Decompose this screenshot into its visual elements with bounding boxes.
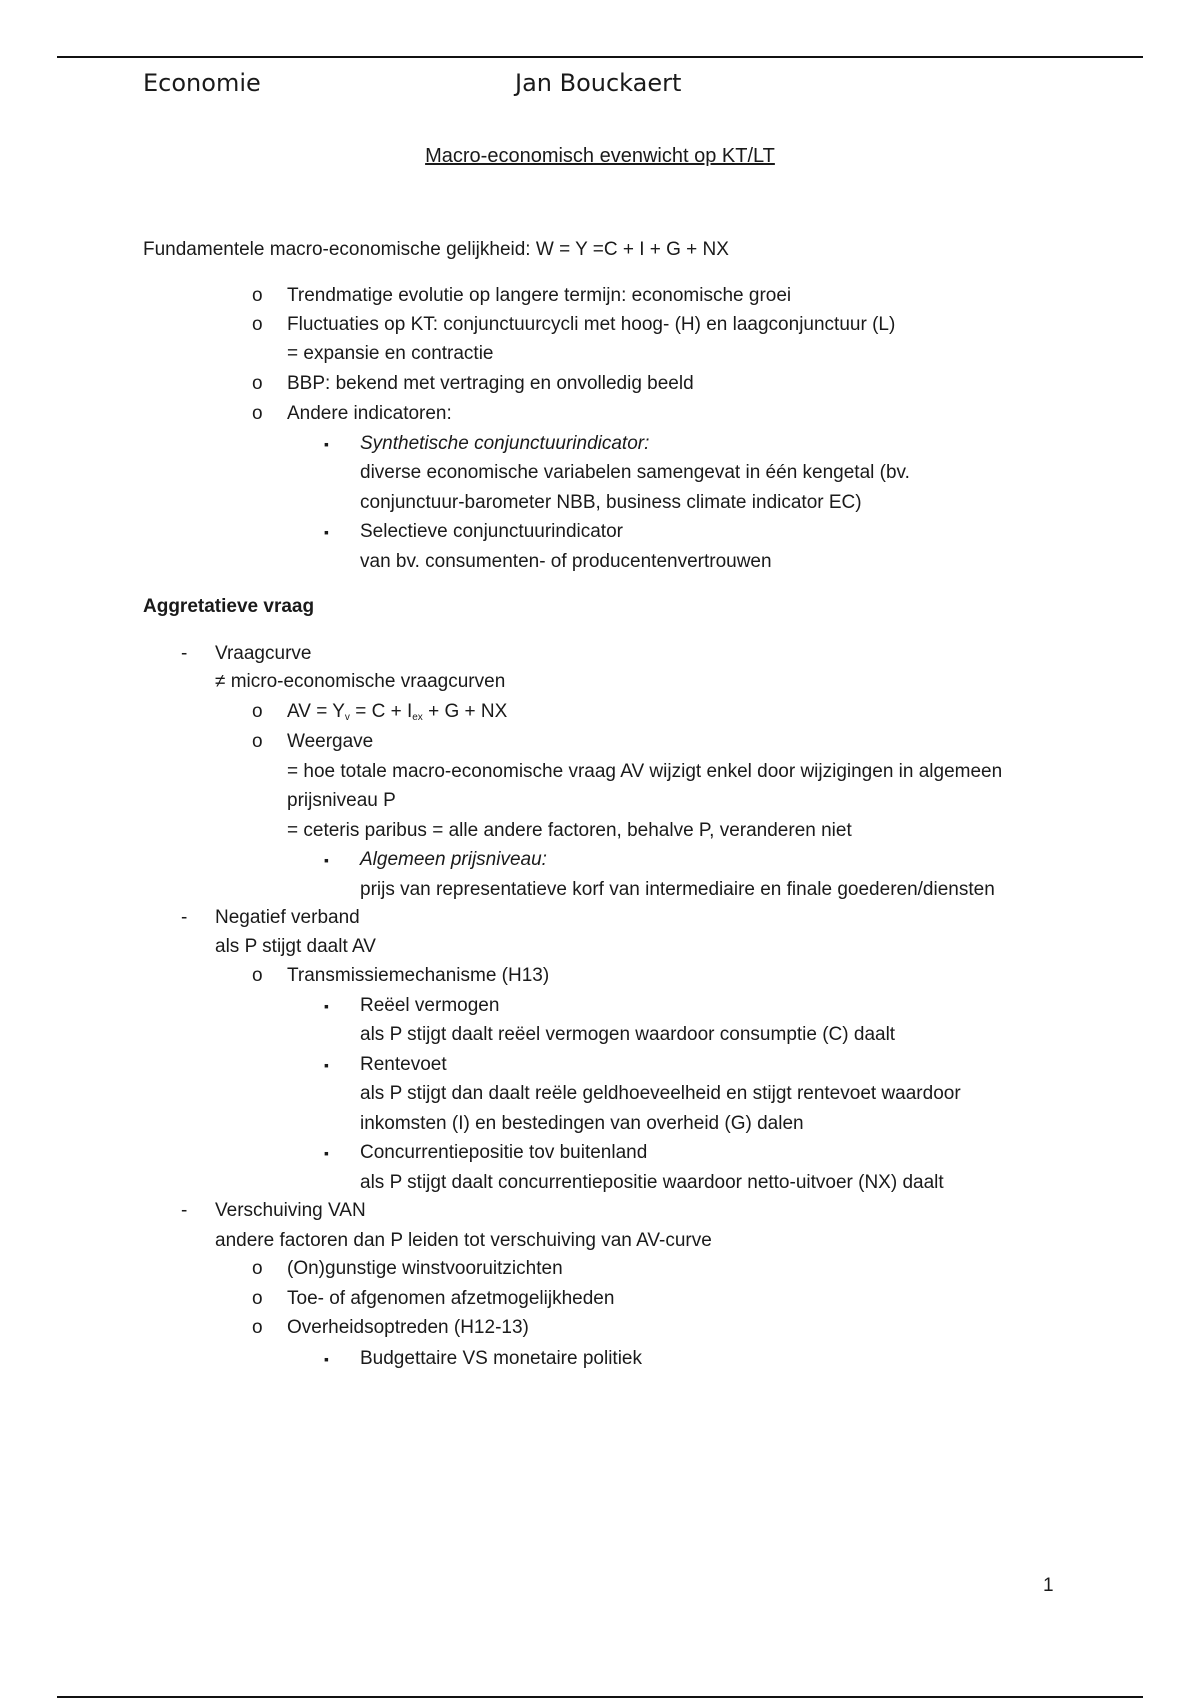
list-item: Trendmatige evolutie op langere termijn: economische groei [287, 285, 792, 306]
bullet-marker: ▪ [324, 998, 329, 1014]
list-item: Concurrentiepositie tov buitenland [360, 1142, 648, 1163]
formula-part: AV = Y [287, 701, 345, 722]
bullet-marker: o [252, 403, 263, 424]
bullet-marker: ▪ [324, 436, 329, 452]
list-item: (On)gunstige winstvooruitzichten [287, 1258, 563, 1279]
formula [287, 698, 507, 732]
bullet-marker: o [252, 701, 263, 722]
intro-equation: Fundamentele macro-economische gelijkheid: W = Y =C + I + G + NX [143, 239, 729, 260]
list-item-continuation: van bv. consumenten- of producentenvertrouwen [360, 551, 772, 572]
list-item-continuation: als P stijgt daalt reëel vermogen waardoor consumptie (C) daalt [360, 1024, 896, 1045]
bullet-marker: - [181, 907, 188, 928]
list-item: Andere indicatoren: [287, 403, 452, 424]
bullet-marker: o [252, 731, 263, 752]
bullet-marker: ▪ [324, 1351, 329, 1367]
bullet-marker: ▪ [324, 1057, 329, 1073]
bullet-marker: o [252, 285, 263, 306]
formula-subscript: v [344, 712, 350, 723]
formula-part: + G + NX [422, 701, 508, 722]
bullet-marker: o [252, 965, 263, 986]
bullet-marker: ▪ [324, 852, 329, 868]
list-item-continuation: = ceteris paribus = alle andere factoren, behalve P, veranderen niet [287, 820, 852, 841]
list-item: Weergave [287, 731, 374, 752]
list-item: Toe- of afgenomen afzetmogelijkheden [287, 1288, 615, 1309]
formula-subscript: ex [412, 712, 423, 723]
bullet-marker: o [252, 1258, 263, 1279]
page-number: 1 [1043, 1575, 1054, 1596]
list-item-continuation: diverse economische variabelen samengevat in één kengetal (bv. [360, 462, 910, 483]
header-author: Jan Bouckaert [515, 69, 682, 97]
list-item-continuation: als P stijgt daalt concurrentiepositie waardoor netto-uitvoer (NX) daalt [360, 1172, 944, 1193]
list-item: Fluctuaties op KT: conjunctuurcycli met hoog- (H) en laagconjunctuur (L) [287, 314, 896, 335]
bullet-marker: - [181, 1200, 188, 1221]
section-heading: Aggretatieve vraag [143, 596, 315, 617]
list-item: Synthetische conjunctuurindicator: [360, 433, 650, 454]
list-item-continuation: inkomsten (I) en bestedingen van overheid (G) dalen [360, 1113, 804, 1134]
bullet-marker: o [252, 1288, 263, 1309]
bullet-marker: ▪ [324, 524, 329, 540]
header-rule [57, 56, 1143, 58]
bullet-marker: o [252, 1317, 263, 1338]
list-item: Overheidsoptreden (H12-13) [287, 1317, 529, 1338]
list-item: Algemeen prijsniveau: [360, 849, 547, 870]
formula-part: = C + I [349, 701, 413, 722]
list-item: BBP: bekend met vertraging en onvolledig beeld [287, 373, 694, 394]
list-item: Negatief verband [215, 907, 360, 928]
document-title: Macro-economisch evenwicht op KT/LT [425, 145, 775, 167]
header-course: Economie [143, 69, 261, 97]
list-item: Verschuiving VAN [215, 1200, 366, 1221]
list-item-continuation: conjunctuur-barometer NBB, business climate indicator EC) [360, 492, 862, 513]
bullet-marker: - [181, 643, 188, 664]
bullet-marker: o [252, 314, 263, 335]
list-item-continuation: prijsniveau P [287, 790, 396, 811]
list-item-continuation: andere factoren dan P leiden tot verschuiving van AV-curve [215, 1230, 712, 1251]
list-item-continuation: als P stijgt dan daalt reële geldhoeveelheid en stijgt rentevoet waardoor [360, 1083, 961, 1104]
list-item: Selectieve conjunctuurindicator [360, 521, 623, 542]
bullet-marker: ▪ [324, 1145, 329, 1161]
page-header [143, 69, 1043, 103]
list-item-continuation: ≠ micro-economische vraagcurven [215, 671, 506, 692]
footer-rule [57, 1696, 1143, 1698]
list-item: Transmissiemechanisme (H13) [287, 965, 550, 986]
list-item-continuation: = hoe totale macro-economische vraag AV wijzigt enkel door wijzigingen in algemeen [287, 761, 1003, 782]
list-item-continuation: = expansie en contractie [287, 343, 494, 364]
list-item: Vraagcurve [215, 643, 312, 664]
list-item: Budgettaire VS monetaire politiek [360, 1348, 642, 1369]
list-item: Rentevoet [360, 1054, 447, 1075]
list-item-continuation: als P stijgt daalt AV [215, 936, 376, 957]
bullet-marker: o [252, 373, 263, 394]
list-item: Reëel vermogen [360, 995, 500, 1016]
list-item-continuation: prijs van representatieve korf van intermediaire en finale goederen/diensten [360, 879, 995, 900]
